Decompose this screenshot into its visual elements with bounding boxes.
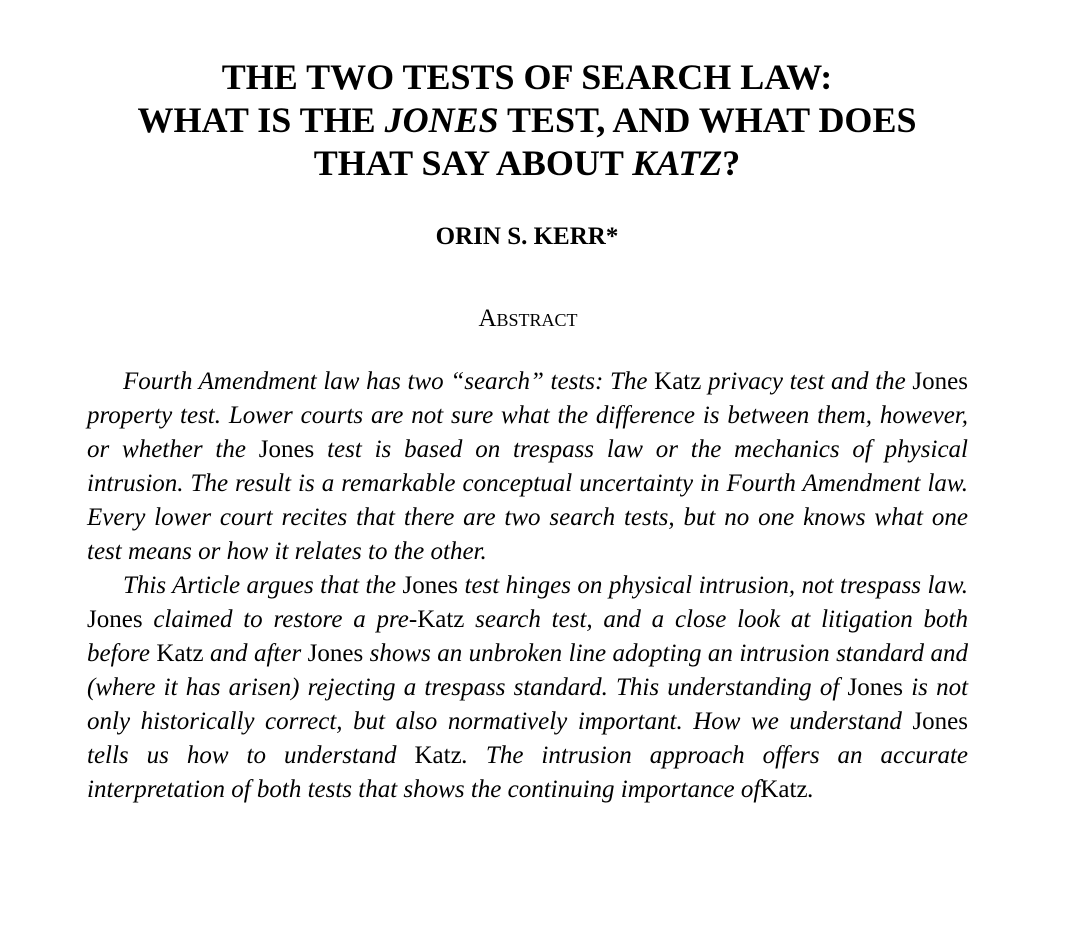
case-name-text: Katz xyxy=(417,606,465,633)
case-name-text: Jones xyxy=(847,674,904,701)
author-name: ORIN S. KERR* xyxy=(435,223,619,250)
title-line-3-pre: THAT SAY ABOUT xyxy=(313,143,633,183)
title-line-2 xyxy=(0,99,1054,142)
title-line-3 xyxy=(0,142,1054,185)
title-line-2-post: TEST, AND WHAT DOES xyxy=(498,100,917,140)
abstract-text: claimed to restore a pre- xyxy=(142,606,418,633)
case-name-text: Katz xyxy=(156,640,204,667)
case-name-text: Jones xyxy=(402,572,459,599)
abstract-text: This Article argues that the xyxy=(123,572,403,599)
case-name-text: Katz xyxy=(760,776,808,803)
abstract-text: test hinges on physical intrusion, not trespass law. xyxy=(458,572,968,599)
article-title xyxy=(0,56,1054,185)
abstract-heading: Abstract xyxy=(478,305,578,332)
abstract-text: shows an unbroken line adopting an intrusion standard and (where it has arisen) rejecting a trespass standard. This understanding of xyxy=(87,640,968,701)
title-line-2-pre: WHAT IS THE xyxy=(137,100,385,140)
abstract-paragraph xyxy=(87,569,968,807)
abstract-text: . xyxy=(807,776,814,803)
abstract-text: search test, and a close look at litigation both before xyxy=(87,606,969,667)
case-name-text: Katz xyxy=(654,368,702,395)
title-katz-italic: KATZ xyxy=(632,143,723,183)
abstract-text: and after xyxy=(203,640,308,667)
abstract-text: tells us how to understand xyxy=(87,742,415,769)
abstract-paragraph xyxy=(87,365,968,569)
case-name-text: Jones xyxy=(307,640,364,667)
title-jones-italic: JONES xyxy=(384,100,499,140)
abstract-body xyxy=(87,365,968,807)
title-line-3-post: ? xyxy=(722,143,741,183)
abstract-text: . The intrusion approach offers an accurate interpretation of both tests that shows the continuing importance of xyxy=(87,742,968,803)
abstract-text: privacy test and the xyxy=(701,368,913,395)
case-name-text: Jones xyxy=(258,436,315,463)
abstract-text: test is based on trespass law or the mechanics of physical intrusion. The result is a remarkable conceptual uncertainty in Fourth Amendment law. Every lower court recites that there are two search tests, but no one knows what one test means or how it relates to the other. xyxy=(87,436,968,565)
case-name-text: Katz xyxy=(414,742,462,769)
abstract-text: is not only historically correct, but also normatively important. How we understand xyxy=(87,674,969,735)
abstract-text: property test. Lower courts are not sure what the difference is between them, however, or whether the xyxy=(87,402,968,463)
case-name-text: Jones xyxy=(912,368,968,395)
title-line-1: THE TWO TESTS OF SEARCH LAW: xyxy=(221,57,833,97)
abstract-text: Fourth Amendment law has two “search” tests: The xyxy=(123,368,655,395)
case-name-text: Jones xyxy=(87,606,143,633)
case-name-text: Jones xyxy=(912,708,968,735)
